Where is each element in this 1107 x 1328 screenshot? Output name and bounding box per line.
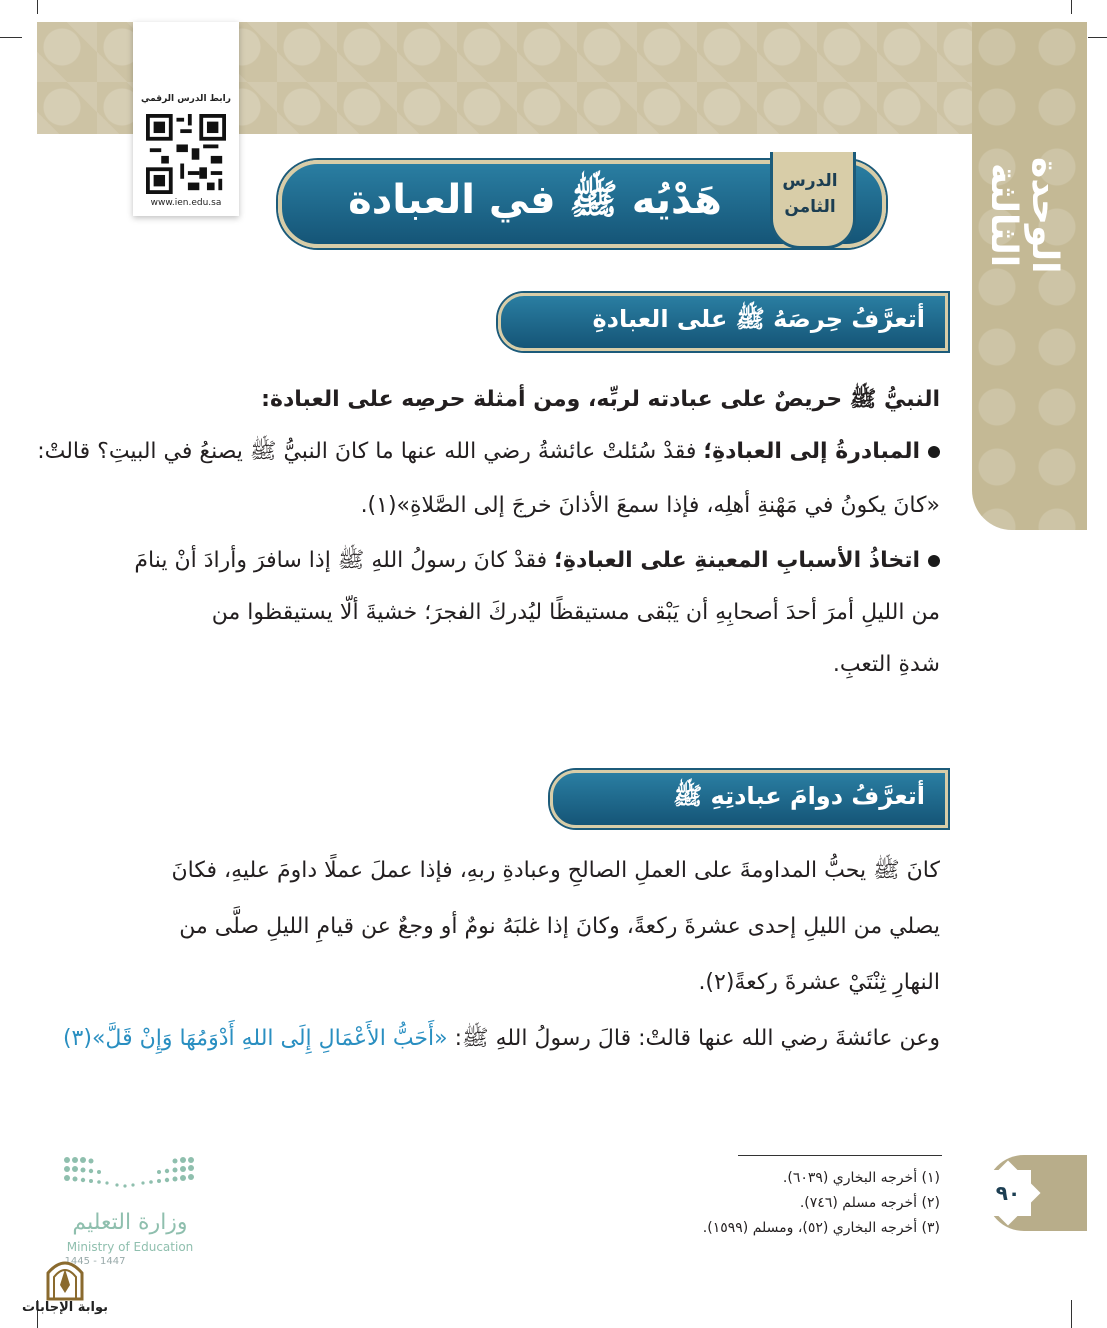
bullet-dot-icon [928, 446, 940, 458]
unit-title: الوحدة الثالثة [983, 156, 1065, 274]
footnote: (٣) أخرجه البخاري (٥٢)، ومسلم (١٥٩٩). [702, 1220, 940, 1236]
section-heading: أتعرَّفُ دوامَ عبادتِهِ ﷺ [673, 782, 925, 810]
bullet-dot-icon [928, 555, 940, 567]
crop-mark [0, 37, 22, 38]
body-line: شدةِ التعبِ. [832, 652, 940, 677]
bullet-item [37, 437, 940, 469]
portal-logo-icon [44, 1255, 86, 1301]
bullet-text: فقدْ كانَ رسولُ اللهِ ﷺ إذا سافرَ وأرادَ أنْ ينامَ [134, 548, 548, 573]
footnote: (١) أخرجه البخاري (٦٠٣٩). [782, 1170, 940, 1186]
crop-mark [1071, 1300, 1072, 1328]
hadith-prefix: وعن عائشةَ رضي الله عنها قالتْ: قالَ رسولُ اللهِ ﷺ: [454, 1026, 940, 1051]
body-line: النهارِ ثِنْتَيْ عشرةَ ركعةً(٢). [698, 970, 940, 995]
portal-label: بوابة الإجابات [22, 1300, 108, 1315]
crop-mark [1088, 37, 1107, 38]
body-line: من الليلِ أمرَ أحدَ أصحابِهِ أن يَبْقى مستيقظًا ليُدركَ الفجرَ؛ خشيةَ ألّا يستيقظوا من [211, 600, 940, 625]
footnote-divider [738, 1155, 942, 1156]
page-number: ٩٠ [995, 1181, 1021, 1205]
hadith-line [63, 1024, 940, 1056]
bullet-item [134, 546, 940, 578]
body-line: كانَ ﷺ يحبُّ المداومةَ على العملِ الصالحِ وعبادةِ ربهِ، فإذا عملَ عملًا داومَ عليهِ، فكانَ [171, 858, 940, 883]
footnote: (٢) أخرجه مسلم (٧٤٦). [799, 1195, 940, 1211]
section-intro: النبيُّ ﷺ حريصٌ على عبادته لربِّه، ومن أمثلة حرصِه على العبادة: [261, 387, 940, 412]
crop-mark [37, 0, 38, 14]
bullet-text: فقدْ سُئلتْ عائشةُ رضي الله عنها ما كانَ النبيُّ ﷺ يصنعُ في البيتِ؟ قالتْ: [37, 439, 697, 464]
qr-url[interactable]: www.ien.edu.sa [150, 198, 222, 208]
ministry-name-en: Ministry of Education [66, 1240, 194, 1254]
lesson-title: هَدْيُه ﷺ في العبادة [348, 177, 722, 223]
qr-card[interactable] [133, 22, 239, 216]
hadith-quote: «أَحَبُّ الأَعْمَالِ إِلَى اللهِ أَدْوَمُهَا وَإِنْ قَلَّ»(٣) [62, 1026, 448, 1051]
section-heading: أتعرَّفُ حِرصَهُ ﷺ على العبادةِ [592, 305, 925, 333]
body-line: يصلي من الليلِ إحدى عشرةَ ركعةً، وكانَ إذا غلبَهُ نومٌ أو وجعٌ عن قيامِ الليلِ صلَّى من [179, 914, 940, 939]
ministry-name-ar: وزارة التعليم [72, 1210, 188, 1235]
lesson-tag-label: الدرس الثامن [782, 171, 838, 217]
crop-mark [1071, 0, 1072, 14]
ministry-logo-icon [62, 1155, 197, 1197]
quote-line: «كانَ يكونُ في مَهْنةِ أهلِه، فإذا سمعَ الأذانَ خرجَ إلى الصَّلاةِ»(١). [360, 493, 940, 518]
bullet-label: اتخاذُ الأسبابِ المعينةِ على العبادةِ؛ [554, 548, 920, 573]
bullet-label: المبادرةُ إلى العبادةِ؛ [703, 439, 920, 464]
qr-label: رابط الدرس الرقمي [141, 94, 231, 104]
ministry-year: 1445 - 1447 [64, 1256, 126, 1267]
qr-code-icon [146, 114, 226, 194]
